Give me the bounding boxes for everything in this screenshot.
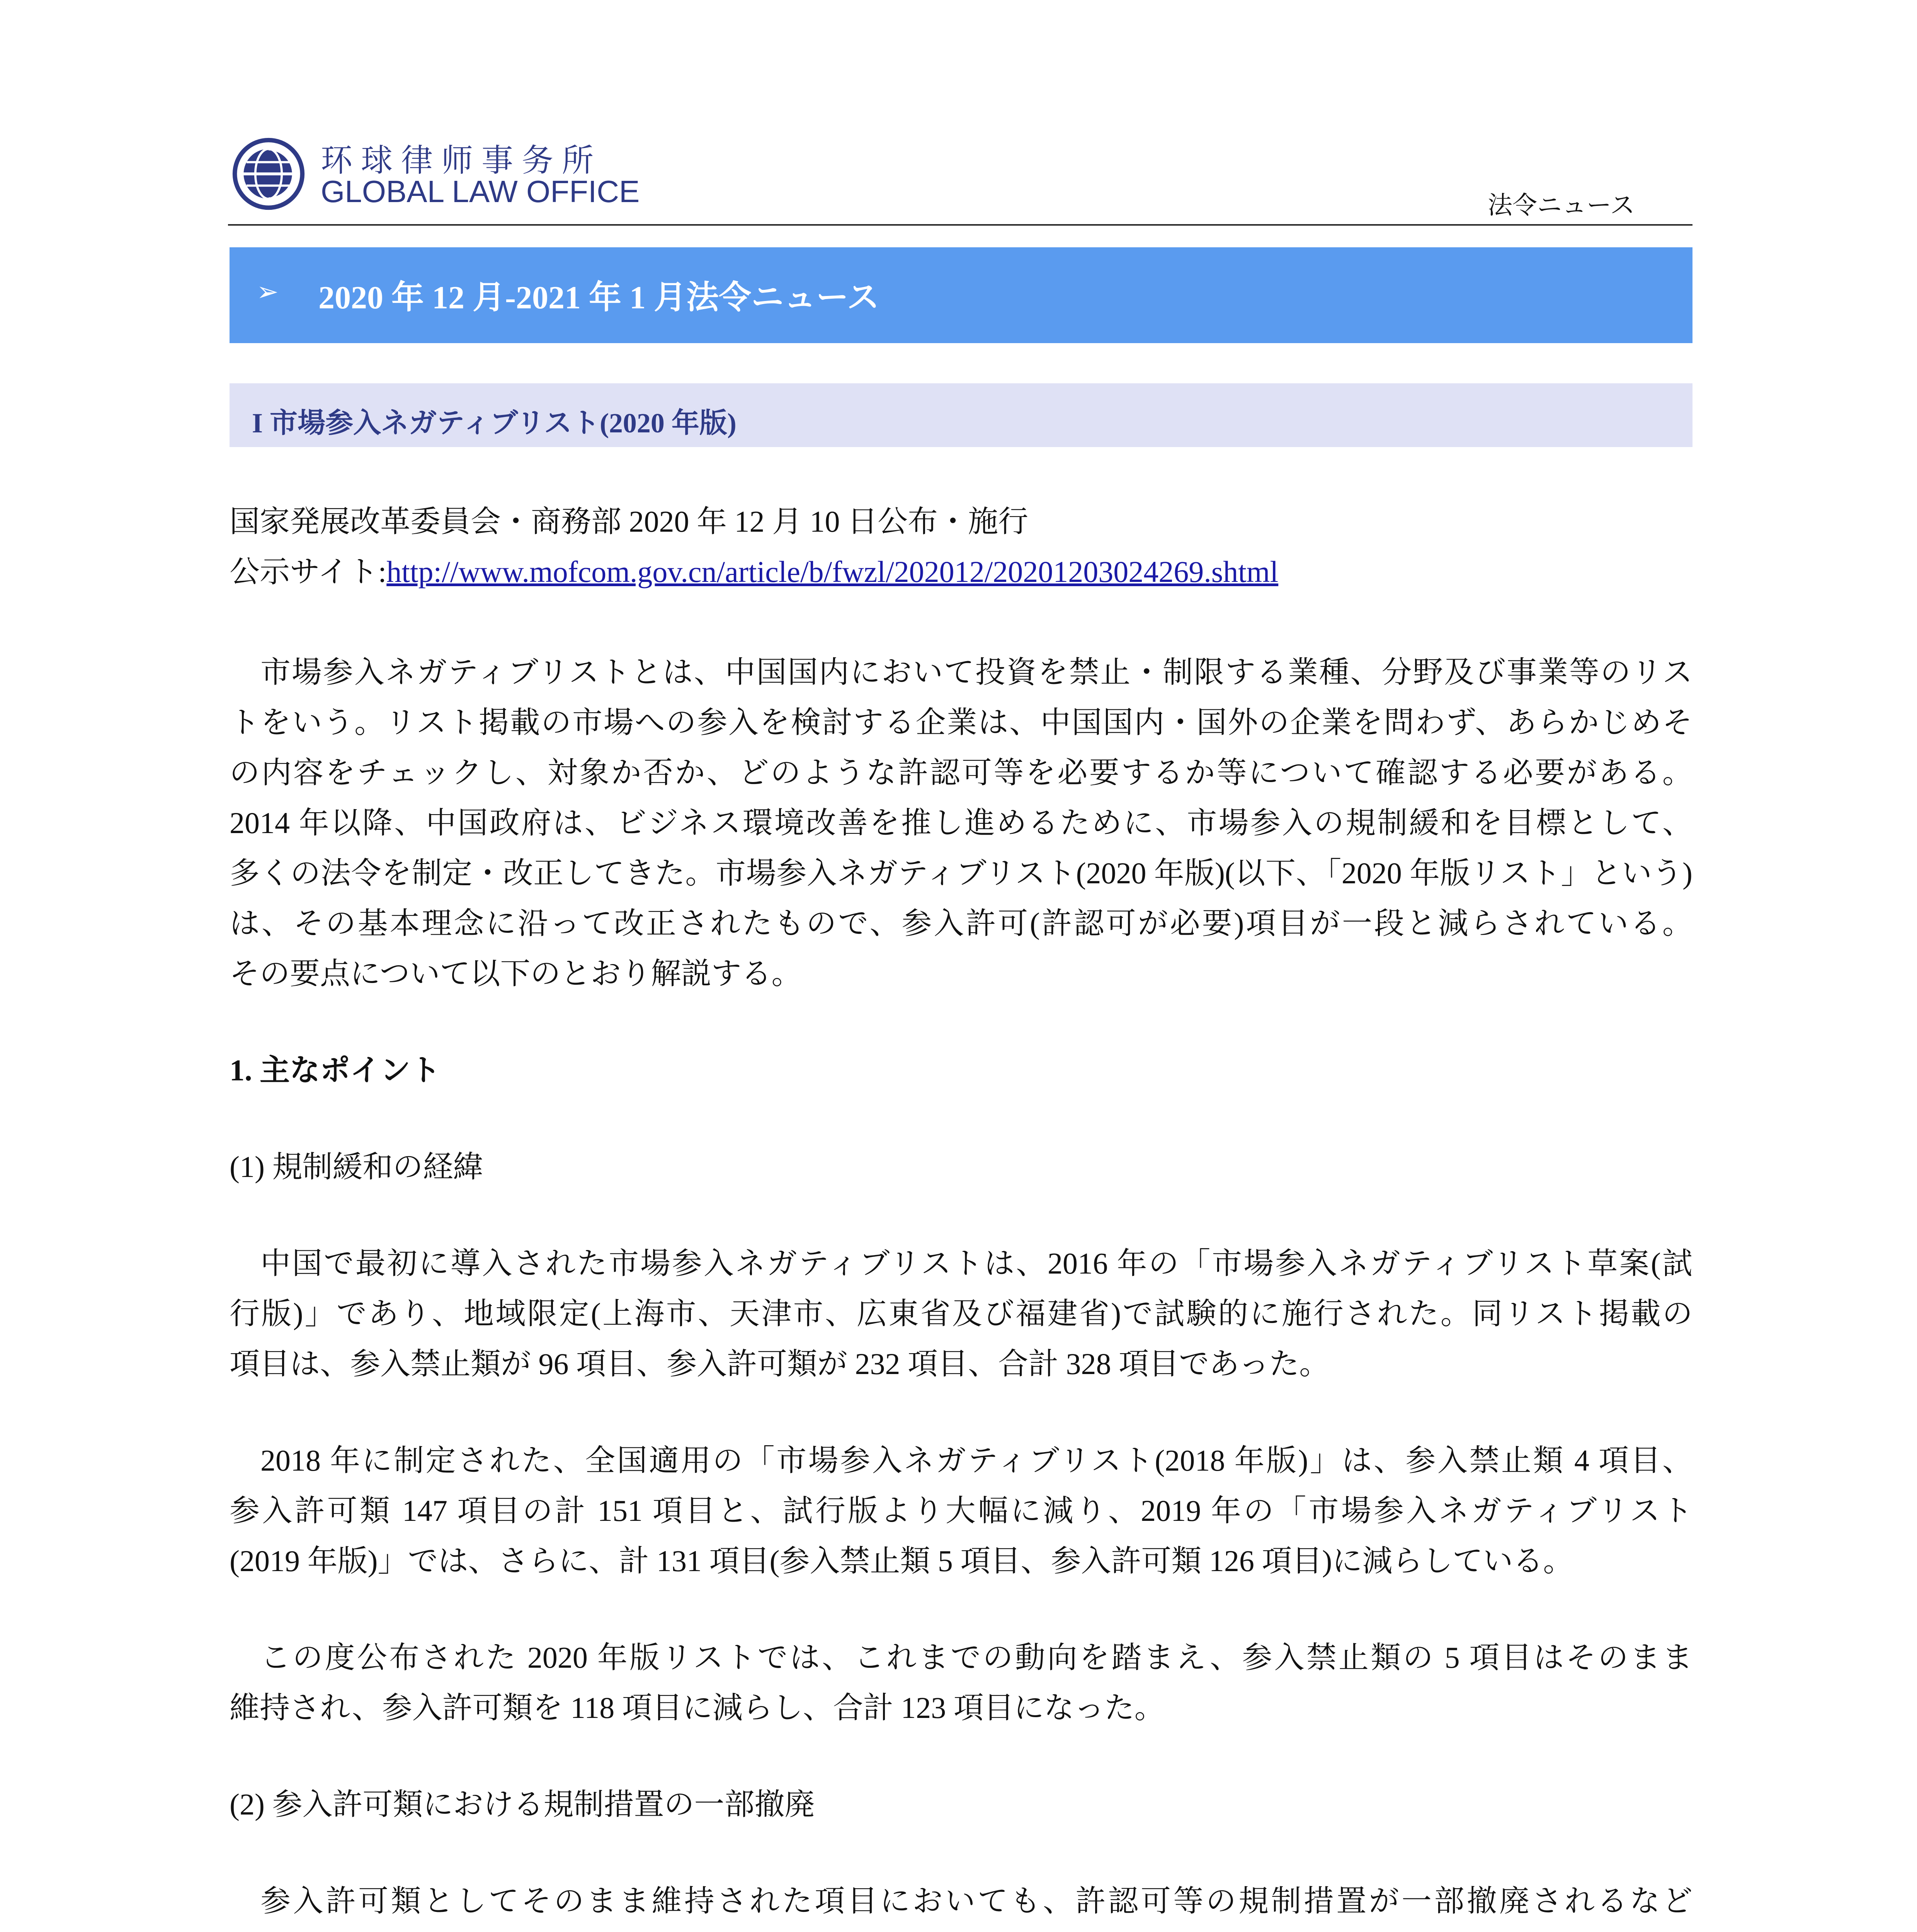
intro-line: その要点について以下のとおり解説する。 [230, 957, 802, 990]
logo-english-name: GLOBAL LAW OFFICE [321, 174, 640, 209]
arrow-bullet-icon: ➢ [257, 277, 279, 307]
banner-title: 2020 年 12 月-2021 年 1 月法令ニュース [318, 280, 879, 316]
paragraph-line: 維持され、参入許可類を 118 項目に減らし、合計 123 項目になった。 [230, 1691, 1165, 1725]
site-link[interactable]: http://www.mofcom.gov.cn/article/b/fwzl/202012/20201203024269.shtml [386, 555, 1279, 588]
section-header [230, 383, 1692, 447]
paragraph-line: 2018 年に制定された、全国適用の「市場参入ネガティブリスト(2018 年版)」は、参入禁止類 4 項目、 [260, 1444, 1692, 1477]
intro-line: 市場参入ネガティブリストとは、中国国内において投資を禁止・制限する業種、分野及び事業等のリス [260, 655, 1692, 689]
header-divider [228, 224, 1692, 226]
paragraph-line: 中国で最初に導入された市場参入ネガティブリストは、2016 年の「市場参入ネガティブリスト草案(試 [260, 1247, 1692, 1280]
points-heading: 1. 主なポイント [230, 1053, 441, 1087]
newsletter-banner [230, 247, 1692, 343]
logo-chinese-name: 环球律师事务所 [321, 142, 602, 179]
section-title: I 市場参入ネガティブリスト(2020 年版) [252, 408, 737, 439]
globe-logo-icon [232, 137, 305, 211]
intro-line: は、その基本理念に沿って改正されたもので、参入許可(許認可が必要)項目が一段と減らされている。 [230, 906, 1692, 940]
header-category: 法令ニュース [1488, 191, 1635, 220]
intro-line: の内容をチェックし、対象か否か、どのような許認可等を必要するか等について確認する必要がある。 [230, 756, 1692, 789]
paragraph-line: (2019 年版)」では、さらに、計 131 項目(参入禁止類 5 項目、参入許可類 126 項目)に減らしている。 [230, 1544, 1573, 1578]
paragraph-line: 行版)」であり、地域限定(上海市、天津市、広東省及び福建省)で試験的に施行された。同リスト掲載の [230, 1297, 1692, 1330]
site-label: 公示サイト: [230, 555, 387, 588]
paragraph-line: 参入許可類としてそのまま維持された項目においても、許認可等の規制措置が一部撤廃されるなど [260, 1884, 1692, 1918]
intro-line: トをいう。リスト掲載の市場への参入を検討する企業は、中国国内・国外の企業を問わず、あらかじめそ [230, 706, 1692, 739]
subsection-2-title: (2) 参入許可類における規制措置の一部撤廃 [230, 1787, 815, 1821]
intro-line: 2014 年以降、中国政府は、ビジネス環境改善を推し進めるために、市場参入の規制緩和を目標として、 [230, 806, 1692, 840]
intro-line: 多くの法令を制定・改正してきた。市場参入ネガティブリスト(2020 年版)(以下、「2020 年版リスト」という) [230, 856, 1692, 890]
subsection-1-title: (1) 規制緩和の経緯 [230, 1150, 483, 1184]
paragraph-line: 参入許可類 147 項目の計 151 項目と、試行版より大幅に減り、2019 年の「市場参入ネガティブリスト [230, 1494, 1692, 1527]
issuer-line: 国家発展改革委員会・商務部 2020 年 12 月 10 日公布・施行 [230, 505, 1029, 538]
paragraph-line: この度公布された 2020 年版リストでは、これまでの動向を踏まえ、参入禁止類の 5 項目はそのまま [260, 1641, 1692, 1674]
site-line [230, 553, 1278, 591]
paragraph-line: 項目は、参入禁止類が 96 項目、参入許可類が 232 項目、合計 328 項目であった。 [230, 1347, 1330, 1381]
